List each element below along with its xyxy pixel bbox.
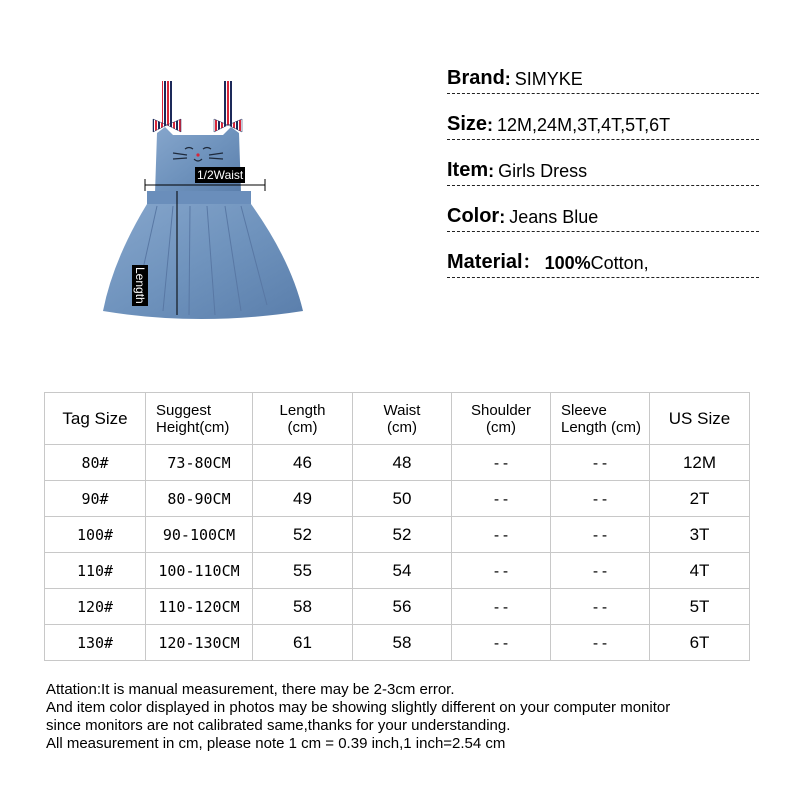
cell-shoulder: -- [452, 481, 551, 517]
table-row [45, 445, 750, 481]
header-shoulder: Shoulder (cm) [452, 393, 551, 445]
cell-tag-size: 130# [45, 625, 146, 661]
table-row [45, 589, 750, 625]
header-us-size: US Size [650, 393, 750, 445]
cell-shoulder: -- [452, 517, 551, 553]
cell-sleeve: -- [551, 625, 650, 661]
half-waist-label: 1/2Waist [197, 168, 244, 182]
cell-length: 58 [253, 589, 353, 625]
cell-sleeve: -- [551, 445, 650, 481]
cell-length: 49 [253, 481, 353, 517]
cell-length: 55 [253, 553, 353, 589]
header-tag-size: Tag Size [45, 393, 146, 445]
spec-brand: Brand : SIMYKE [447, 64, 759, 94]
spec-color: Color : Jeans Blue [447, 202, 759, 232]
cell-height: 120-130CM [146, 625, 253, 661]
header-sleeve-length: Sleeve Length (cm) [551, 393, 650, 445]
spec-key: Material [447, 251, 523, 273]
left-strap [162, 81, 172, 125]
cell-tag-size: 100# [45, 517, 146, 553]
size-chart-table [44, 392, 750, 661]
cell-us-size: 12M [650, 445, 750, 481]
cell-sleeve: -- [551, 517, 650, 553]
cell-us-size: 4T [650, 553, 750, 589]
spec-material: Material ： 100% Cotton, [447, 248, 759, 278]
right-strap [223, 81, 233, 125]
cell-us-size: 5T [650, 589, 750, 625]
spec-value: Girls Dress [498, 161, 588, 181]
spec-value-percent: 100% [544, 253, 591, 273]
cell-height: 73-80CM [146, 445, 253, 481]
cell-length: 46 [253, 445, 353, 481]
header-length: Length (cm) [253, 393, 353, 445]
cell-tag-size: 110# [45, 553, 146, 589]
cell-tag-size: 80# [45, 445, 146, 481]
cell-height: 90-100CM [146, 517, 253, 553]
note-line: Attation:It is manual measurement, there may be 2-3cm error. [46, 681, 455, 698]
spec-key: Brand [447, 67, 505, 89]
spec-value: Cotton, [590, 253, 649, 273]
bib [155, 127, 241, 193]
header-suggest-height: Suggest Height(cm) [146, 393, 253, 445]
cell-length: 61 [253, 625, 353, 661]
spec-value: Jeans Blue [509, 207, 599, 227]
cell-length: 52 [253, 517, 353, 553]
note-line: And item color displayed in photos may be showing slightly different on your computer monitor [46, 699, 671, 716]
spec-item: Item : Girls Dress [447, 156, 759, 186]
cell-waist: 48 [353, 445, 452, 481]
spec-value: SIMYKE [514, 69, 583, 89]
spec-value: 12M,24M,3T,4T,5T,6T [497, 115, 671, 135]
cell-shoulder: -- [452, 625, 551, 661]
note-line: since monitors are not calibrated same,thanks for your understanding. [46, 717, 511, 734]
cell-waist: 54 [353, 553, 452, 589]
note-line: All measurement in cm, please note 1 cm = 0.39 inch,1 inch=2.54 cm [46, 735, 506, 752]
cell-waist: 50 [353, 481, 452, 517]
cell-height: 80-90CM [146, 481, 253, 517]
table-row [45, 553, 750, 589]
cell-height: 110-120CM [146, 589, 253, 625]
overall-dress-illustration [95, 75, 315, 335]
table-row [45, 517, 750, 553]
spec-key: Size [447, 113, 488, 135]
table-row [45, 481, 750, 517]
cell-us-size: 3T [650, 517, 750, 553]
cell-sleeve: -- [551, 589, 650, 625]
spec-key: Item [447, 159, 489, 181]
cell-shoulder: -- [452, 445, 551, 481]
cell-us-size: 6T [650, 625, 750, 661]
waistband [147, 191, 251, 204]
cell-height: 100-110CM [146, 553, 253, 589]
spec-size: Size : 12M,24M,3T,4T,5T,6T [447, 110, 759, 140]
cell-waist: 56 [353, 589, 452, 625]
cell-tag-size: 90# [45, 481, 146, 517]
cell-sleeve: -- [551, 481, 650, 517]
cell-waist: 52 [353, 517, 452, 553]
header-waist: Waist (cm) [353, 393, 452, 445]
cell-shoulder: -- [452, 553, 551, 589]
cell-sleeve: -- [551, 553, 650, 589]
cell-shoulder: -- [452, 589, 551, 625]
spec-key: Color [447, 205, 500, 227]
table-row [45, 625, 750, 661]
table-header-row [45, 393, 750, 445]
cell-waist: 58 [353, 625, 452, 661]
measurement-notes [46, 681, 776, 753]
cell-tag-size: 120# [45, 589, 146, 625]
length-label: Length [133, 267, 147, 304]
cell-us-size: 2T [650, 481, 750, 517]
product-image [95, 75, 315, 335]
